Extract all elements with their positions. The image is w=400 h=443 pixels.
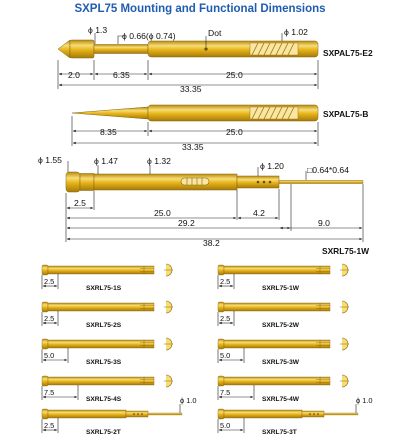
receptacle-1w (38, 155, 369, 256)
receptacle-sxrl75-1s (42, 264, 173, 292)
part-dimension: 5.0 (220, 351, 231, 360)
w1-square: □0.64*0.64 (307, 165, 349, 175)
part-diameter: ϕ 1.0 (356, 396, 373, 405)
e2-tip-body (70, 40, 94, 58)
part-dimension: 5.0 (220, 421, 231, 430)
receptacle-sxrl75-3w (218, 338, 349, 366)
part-dimension: 2.5 (44, 277, 55, 286)
receptacle-sxrl75-4w (218, 375, 349, 403)
w1-dim-total: 38.2 (203, 238, 220, 248)
e2-dot (204, 47, 207, 50)
b-dim-total: 33.35 (182, 142, 204, 152)
w1-tail-diameter: ϕ 1.20 (260, 161, 284, 171)
probe-b (72, 105, 368, 152)
e2-crown-tip (58, 40, 70, 58)
part-head (42, 376, 48, 386)
part-head (218, 265, 224, 275)
part-dimension: 7.5 (220, 388, 231, 397)
e2-dim-total: 33.35 (180, 84, 202, 94)
part-tail (126, 411, 148, 417)
e2-end-diameter: ϕ 1.02 (284, 27, 308, 37)
part-dimension: 2.5 (220, 314, 231, 323)
part-model: SXRL75-1S (86, 285, 122, 292)
e2-mid-diameter: ϕ 0.66(ϕ 0.74) (122, 31, 176, 41)
part-model: SXRL75-2S (86, 322, 122, 329)
part-body (224, 377, 330, 385)
part-body (224, 266, 330, 274)
part-body (48, 340, 154, 348)
part-head (218, 339, 224, 349)
e2-dot-label: Dot (208, 28, 222, 38)
e2-model: SXPAL75-E2 (323, 48, 373, 58)
part-head (42, 265, 48, 275)
part-body (224, 410, 302, 418)
part-body (48, 410, 126, 418)
receptacle-sxrl75-3s (42, 338, 173, 366)
receptacle-sxrl75-2w (218, 301, 349, 329)
part-head (42, 302, 48, 312)
w1-wire (279, 181, 363, 184)
w1-neck (80, 174, 94, 191)
e2-dim-mid: 6.35 (113, 70, 130, 80)
receptacle-sxrl75-4s (42, 375, 173, 403)
w1-dim-body: 25.0 (154, 208, 171, 218)
part-model: SXRL75-3S (86, 359, 122, 366)
part-model: SXRL75-3W (262, 359, 300, 366)
part-body (48, 266, 154, 274)
part-dimension: 7.5 (44, 388, 55, 397)
receptacle-sxrl75-1w (218, 264, 349, 292)
e2-dim-tip: 2.0 (68, 70, 80, 80)
w1-neck-diameter: ϕ 1.47 (94, 156, 118, 166)
w1-head-diameter: ϕ 1.55 (38, 155, 62, 165)
w1-dim-mid: 29.2 (178, 218, 195, 228)
page-title: SXPL75 Mounting and Functional Dimensions (74, 3, 326, 15)
part-head (42, 339, 48, 349)
part-head (42, 409, 48, 419)
w1-dim-head: 2.5 (74, 198, 86, 208)
part-body (224, 303, 330, 311)
b-dim-body: 25.0 (226, 127, 243, 137)
b-needle-tip (72, 107, 148, 119)
w1-window (181, 178, 209, 185)
part-model: SXRL75-1W (262, 285, 300, 292)
part-dimension: 5.0 (44, 351, 55, 360)
part-model: SXRL75-2W (262, 322, 300, 329)
receptacle-variants (42, 264, 372, 436)
w1-body-diameter: ϕ 1.32 (147, 156, 171, 166)
part-head (218, 409, 224, 419)
receptacle-sxrl75-2s (42, 301, 173, 329)
part-body (48, 377, 154, 385)
part-model: SXRL75-3T (262, 429, 297, 436)
part-wire (324, 413, 358, 415)
part-head (218, 376, 224, 386)
w1-dim-wire: 9.0 (318, 218, 330, 228)
part-dimension: 2.5 (44, 314, 55, 323)
e2-dim-body: 25.0 (226, 70, 243, 80)
part-wire (148, 413, 182, 415)
w1-head (66, 172, 80, 192)
e2-tip-diameter: ϕ 1.3 (88, 25, 108, 35)
w1-model: SXRL75-1W (322, 246, 370, 256)
w1-body (94, 174, 237, 190)
part-diameter: ϕ 1.0 (180, 396, 197, 405)
part-model: SXRL75-2T (86, 429, 121, 436)
part-head (218, 302, 224, 312)
part-tail (302, 411, 324, 417)
w1-dim-tail: 4.2 (253, 208, 265, 218)
part-body (48, 303, 154, 311)
part-dimension: 2.5 (220, 277, 231, 286)
b-model: SXPAL75-B (323, 109, 369, 119)
probe-e2 (58, 25, 373, 94)
part-dimension: 2.5 (44, 421, 55, 430)
e2-plunger (94, 45, 148, 54)
part-body (224, 340, 330, 348)
part-model: SXRL75-4S (86, 396, 122, 403)
b-dim-tip: 8.35 (100, 127, 117, 137)
part-model: SXRL75-4W (262, 396, 300, 403)
